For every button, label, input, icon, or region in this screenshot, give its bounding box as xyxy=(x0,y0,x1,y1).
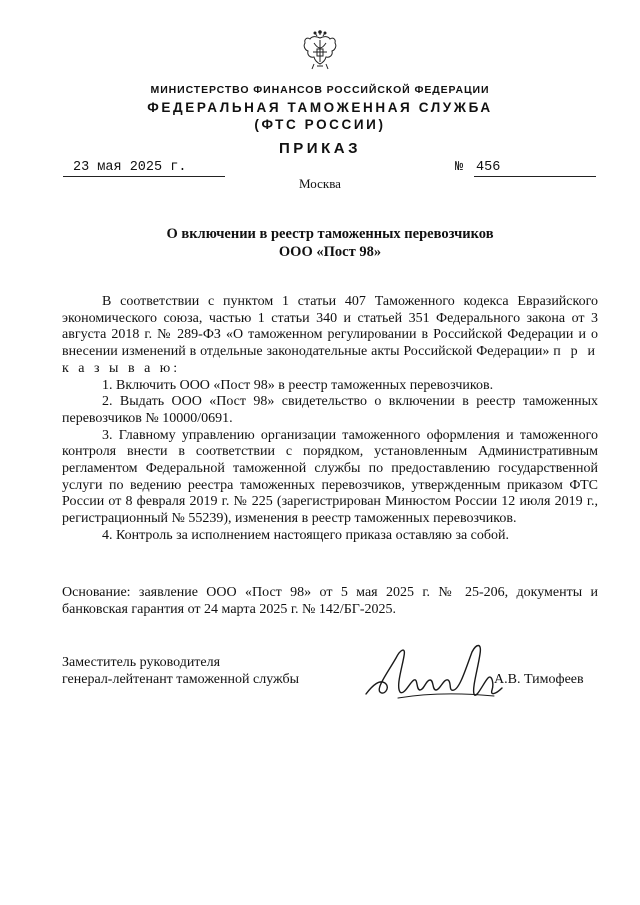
signatory-position: Заместитель руководителя xyxy=(62,655,221,670)
order-title-company: ООО «Пост 98» xyxy=(278,244,382,260)
signatory-name: А.В. Тимофеев xyxy=(494,672,584,687)
preamble-text: В соответствии с пунктом 1 статьи 407 Таможенного кодекса Евразийского экономического союза, частью 1 статьи 340 и статьей 351 Федерального закона от 3 августа 2018 г. № 289-ФЗ «О таможенном регулировании в Российской Федерации и о внесении изменений в отдельные законодательные акты Российской Федерации» xyxy=(62,294,598,360)
order-item: 1. Включить ООО «Пост 98» в реестр таможенных перевозчиков. xyxy=(102,377,494,393)
service-abbreviation: (ФТС РОССИИ) xyxy=(254,117,386,132)
service-name xyxy=(0,99,640,133)
signatory-title xyxy=(62,654,299,688)
document-type: ПРИКАЗ xyxy=(279,140,361,157)
basis-paragraph: Основание: заявление ООО «Пост 98» от 5 мая 2025 г. № 25-206, документы и банковская гарантия от 24 марта 2025 г. № 142/БГ-2025. xyxy=(62,585,598,617)
order-item: 2. Выдать ООО «Пост 98» свидетельство о включении в реестр таможенных перевозчиков № 10000/0691. xyxy=(62,394,598,426)
order-title-line: О включении в реестр таможенных перевозчиков xyxy=(166,226,494,242)
service-name-line: ФЕДЕРАЛЬНАЯ ТАМОЖЕННАЯ СЛУЖБА xyxy=(147,100,493,115)
ministry-name: МИНИСТЕРСТВО ФИНАНСОВ РОССИЙСКОЙ ФЕДЕРАЦИИ xyxy=(150,84,490,96)
order-date: 23 мая 2025 г. xyxy=(63,160,225,177)
order-body xyxy=(62,294,598,545)
order-item: 4. Контроль за исполнением настоящего приказа оставляю за собой. xyxy=(102,527,510,543)
order-number-label: № xyxy=(455,160,464,175)
order-item: 3. Главному управлению организации таможенного оформления и таможенного контроля внести в соответствии с порядком, установленным Административным регламентом Федеральной таможенной службы по предоставлению государственной услуги по ведению реестра таможенных перевозчиков, утвержденным приказом ФТС России от 8 февраля 2019 г. № 225 (зарегистрирован Минюстом России 12 июля 2019 г., регистрационный № 55239), изменения в реестр таможенных перевозчиков. xyxy=(62,427,598,527)
order-city: Москва xyxy=(299,176,341,191)
order-word: п р и к а з ы в а ю: xyxy=(62,344,599,376)
preamble-paragraph xyxy=(62,294,598,378)
order-title xyxy=(60,225,600,261)
order-number: 456 xyxy=(474,160,596,177)
signatory-rank: генерал-лейтенант таможенной службы xyxy=(62,672,300,687)
state-emblem-icon xyxy=(302,30,338,72)
